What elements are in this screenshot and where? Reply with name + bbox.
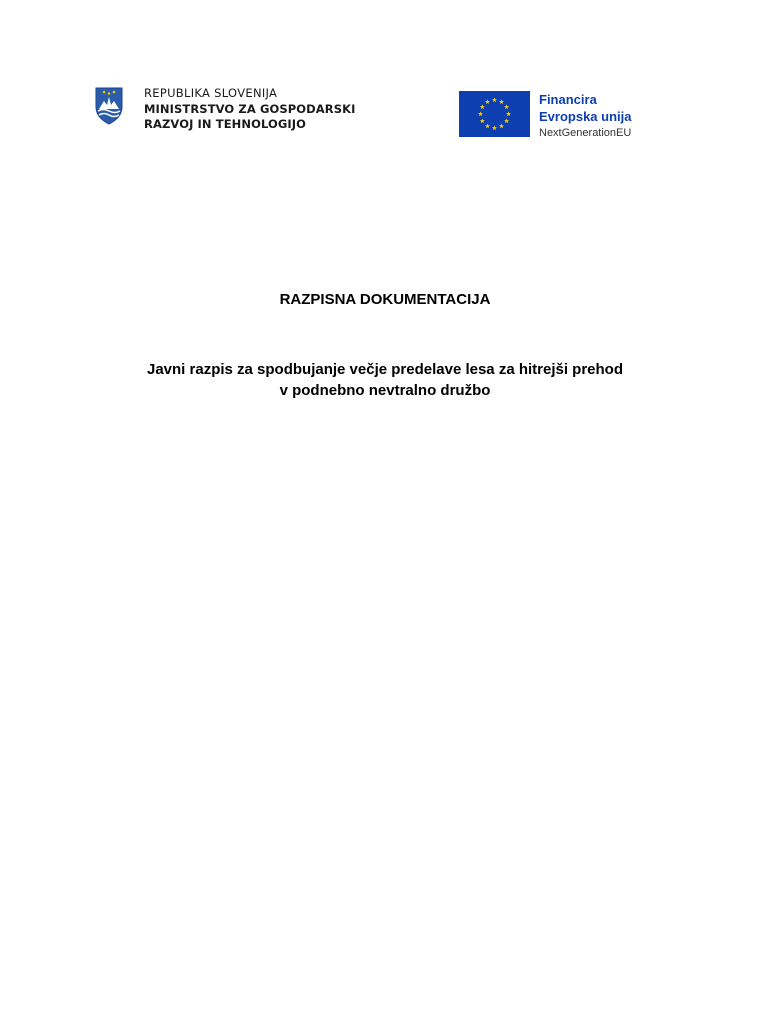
document-title: RAZPISNA DOKUMENTACIJA	[279, 291, 491, 308]
eu-star-icon	[506, 111, 511, 116]
ministry-name	[144, 86, 356, 133]
eu-star-icon	[478, 111, 483, 116]
eu-star-icon	[485, 124, 490, 129]
eu-name: Evropska unija	[539, 109, 632, 124]
eu-funded-by: Financira	[539, 92, 597, 107]
eu-stars-circle	[459, 91, 530, 137]
eu-star-icon	[504, 118, 509, 123]
eu-star-icon	[480, 118, 485, 123]
eu-star-icon	[492, 97, 497, 102]
subtitle-line-2: v podnebno nevtralno družbo	[279, 382, 491, 399]
eu-star-icon	[492, 125, 497, 130]
eu-star-icon	[504, 104, 509, 109]
ministry-logo	[94, 86, 356, 133]
eu-star-icon	[499, 124, 504, 129]
document-subtitle	[60, 359, 710, 401]
eu-star-icon	[480, 104, 485, 109]
eu-funding-text	[539, 91, 631, 141]
ministry-name-line2: RAZVOJ IN TEHNOLOGIJO	[144, 117, 307, 131]
eu-star-icon	[499, 99, 504, 104]
eu-funding-logo	[459, 91, 631, 141]
eu-star-icon	[485, 99, 490, 104]
slovenia-coat-of-arms-icon	[94, 87, 124, 125]
eu-flag-icon	[459, 91, 530, 137]
eu-program: NextGenerationEU	[539, 127, 632, 139]
subtitle-line-1: Javni razpis za spodbujanje večje predelave lesa za hitrejši prehod	[146, 361, 624, 378]
ministry-name-line1: MINISTRSTVO ZA GOSPODARSKI	[144, 101, 356, 116]
ministry-country: REPUBLIKA SLOVENIJA	[144, 86, 278, 100]
